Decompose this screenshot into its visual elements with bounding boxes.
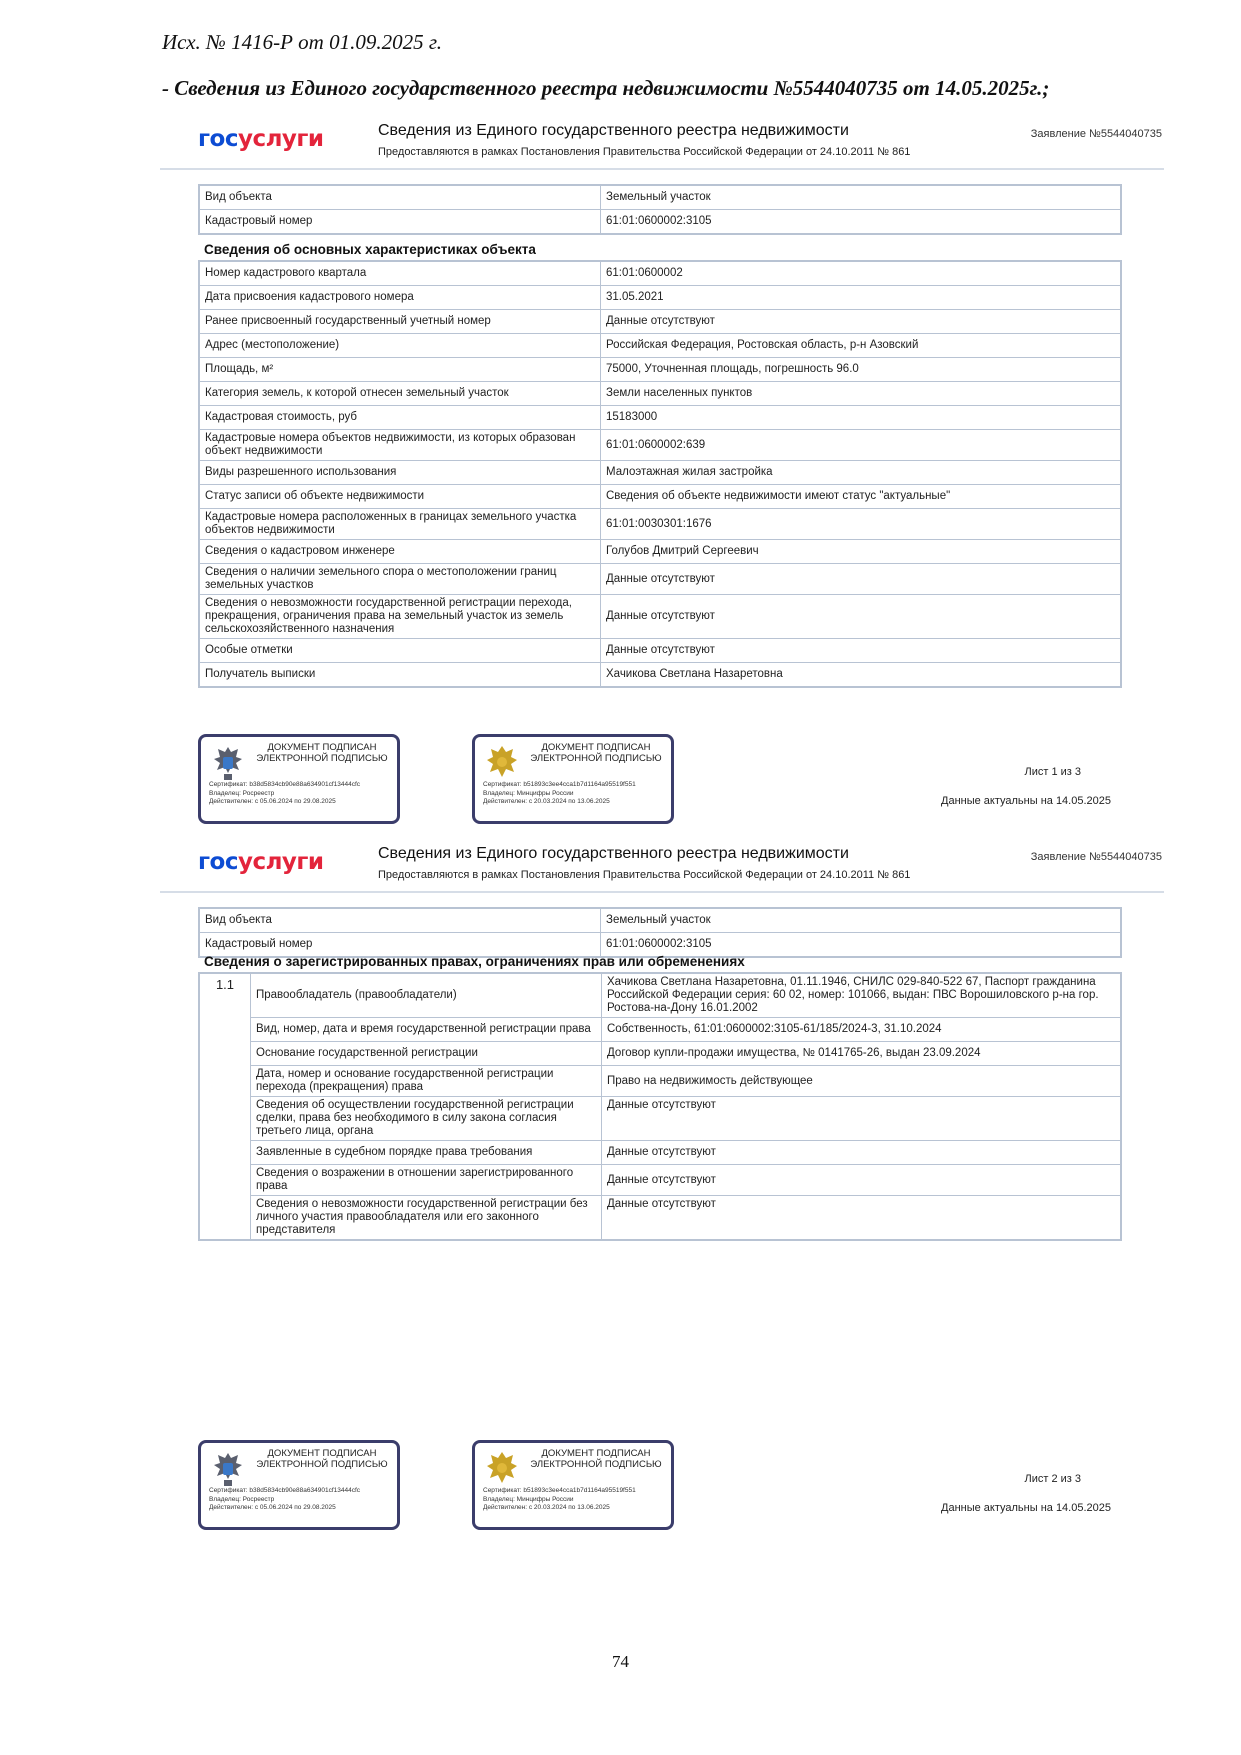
stamp-title: ДОКУМЕНТ ПОДПИСАН ЭЛЕКТРОННОЙ ПОДПИСЬЮ xyxy=(256,742,388,764)
rosreestr-emblem-icon xyxy=(211,743,245,783)
object-table xyxy=(198,907,1122,958)
characteristics-table xyxy=(198,260,1122,688)
table-row: Категория земель, к которой отнесен земельный участок Земли населенных пунктов xyxy=(199,382,1121,406)
table-row: Вид, номер, дата и время государственной регистрации права Собственность, 61:01:0600002:3105-61/185/2024-3, 31.10.2024 xyxy=(199,1018,1121,1042)
stamp-details: Сертификат: b38d5834cb90e88a634901cf13444cfc Владелец: Росреестр Действителен: с 05.06.2024 по 29.08.2025 xyxy=(209,781,361,805)
state-emblem-icon xyxy=(485,1449,519,1489)
rosreestr-emblem-icon xyxy=(211,1449,245,1489)
gosuslugi-logo: госуслуги xyxy=(198,126,324,152)
table-row: Номер кадастрового квартала 61:01:0600002 xyxy=(199,261,1121,286)
stamp-details: Сертификат: b51893c3ee4cca1b7d1164a95519f551 Владелец: Минцифры России Действителен: с 20.03.2024 по 13.06.2025 xyxy=(483,781,636,805)
application-number: Заявление №5544040735 xyxy=(1030,128,1162,140)
table-row: 1.1 Правообладатель (правообладатели) Хачикова Светлана Назаретовна, 01.11.1946, СНИЛС 029-840-522 67, Паспорт гражданина Российской Федерации серия: 60 02, номер: 101066, выдан: ПВС Ворошиловского р-на гор. Ростова-на-Дону 16.01.2002 xyxy=(199,973,1121,1018)
stamp-title: ДОКУМЕНТ ПОДПИСАН ЭЛЕКТРОННОЙ ПОДПИСЬЮ xyxy=(256,1448,388,1470)
stamp-details: Сертификат: b38d5834cb90e88a634901cf13444cfc Владелец: Росреестр Действителен: с 05.06.2024 по 29.08.2025 xyxy=(209,1487,361,1511)
table-row: Кадастровый номер 61:01:0600002:3105 xyxy=(199,933,1121,958)
application-number: Заявление №5544040735 xyxy=(1030,851,1162,863)
sheet-1 xyxy=(160,118,1162,680)
table-row: Виды разрешенного использования Малоэтажная жилая застройка xyxy=(199,461,1121,485)
sheet-header xyxy=(160,118,1160,164)
rights-table xyxy=(198,972,1122,1241)
outgoing-number: Исх. № 1416-Р от 01.09.2025 г. xyxy=(162,30,442,54)
table-row: Получатель выписки Хачикова Светлана Назаретовна xyxy=(199,663,1121,688)
table-row: Кадастровые номера объектов недвижимости, из которых образован объект недвижимости 61:01:0600002:639 xyxy=(199,430,1121,461)
header-title: Сведения из Единого государственного реестра недвижимости xyxy=(378,845,849,862)
table-row: Статус записи об объекте недвижимости Сведения об объекте недвижимости имеют статус "актуальные" xyxy=(199,485,1121,509)
table-row: Вид объекта Земельный участок xyxy=(199,908,1121,933)
sheet-2 xyxy=(160,841,1162,1236)
table-row: Сведения об осуществлении государственной регистрации сделки, права без необходимого в силу закона согласия третьего лица, органа Данные отсутствуют xyxy=(199,1097,1121,1141)
stamp-details: Сертификат: b51893c3ee4cca1b7d1164a95519f551 Владелец: Минцифры России Действителен: с 20.03.2024 по 13.06.2025 xyxy=(483,1487,636,1511)
header-title: Сведения из Единого государственного реестра недвижимости xyxy=(378,122,849,139)
sheet-1-page: Лист 1 из 3 xyxy=(1024,766,1081,778)
sheet-header xyxy=(160,841,1160,887)
state-emblem-icon xyxy=(485,743,519,783)
table-row: Заявленные в судебном порядке права требования Данные отсутствуют xyxy=(199,1141,1121,1165)
header-subtitle: Предоставляются в рамках Постановления Правительства Российской Федерации от 24.10.2011 № 861 xyxy=(378,146,911,158)
object-table xyxy=(198,184,1122,235)
table-row: Кадастровый номер 61:01:0600002:3105 xyxy=(199,210,1121,235)
rights-entry-number: 1.1 xyxy=(199,973,251,1240)
signature-stamp-rosreestr xyxy=(198,734,400,824)
document-caption: - Сведения из Единого государственного реестра недвижимости №5544040735 от 14.05.2025г.; xyxy=(162,76,1050,100)
table-row: Адрес (местоположение) Российская Федерация, Ростовская область, р-н Азовский xyxy=(199,334,1121,358)
sheet-1-actual-date: Данные актуальны на 14.05.2025 xyxy=(941,795,1111,807)
table-row: Дата, номер и основание государственной регистрации перехода (прекращения) права Право на недвижимость действующее xyxy=(199,1066,1121,1097)
signature-stamp-mintsifry xyxy=(472,1440,674,1530)
header-subtitle: Предоставляются в рамках Постановления Правительства Российской Федерации от 24.10.2011 № 861 xyxy=(378,869,911,881)
signature-stamp-mintsifry xyxy=(472,734,674,824)
sheet-2-page: Лист 2 из 3 xyxy=(1024,1473,1081,1485)
table-row: Кадастровая стоимость, руб 15183000 xyxy=(199,406,1121,430)
signature-stamp-rosreestr xyxy=(198,1440,400,1530)
table-row: Ранее присвоенный государственный учетный номер Данные отсутствуют xyxy=(199,310,1121,334)
table-row: Сведения о наличии земельного спора о местоположении границ земельных участков Данные отсутствуют xyxy=(199,564,1121,595)
rights-title: Сведения о зарегистрированных правах, ограничениях прав или обременениях xyxy=(204,954,745,969)
stamp-title: ДОКУМЕНТ ПОДПИСАН ЭЛЕКТРОННОЙ ПОДПИСЬЮ xyxy=(530,1448,662,1470)
page-number: 74 xyxy=(612,1652,629,1671)
table-row: Сведения о невозможности государственной регистрации без личного участия правообладателя или его законного представителя Данные отсутствуют xyxy=(199,1196,1121,1241)
table-row: Сведения о возражении в отношении зарегистрированного права Данные отсутствуют xyxy=(199,1165,1121,1196)
table-row: Особые отметки Данные отсутствуют xyxy=(199,639,1121,663)
gosuslugi-logo: госуслуги xyxy=(198,849,324,875)
table-row: Основание государственной регистрации Договор купли-продажи имущества, № 0141765-26, выдан 23.09.2024 xyxy=(199,1042,1121,1066)
sheet-2-actual-date: Данные актуальны на 14.05.2025 xyxy=(941,1502,1111,1514)
header-divider xyxy=(160,168,1164,170)
table-row: Кадастровые номера расположенных в границах земельного участка объектов недвижимости 61:01:0030301:1676 xyxy=(199,509,1121,540)
stamp-title: ДОКУМЕНТ ПОДПИСАН ЭЛЕКТРОННОЙ ПОДПИСЬЮ xyxy=(530,742,662,764)
table-row: Сведения о невозможности государственной регистрации перехода, прекращения, ограничения права на земельный участок из земель сельскохозяйственного назначения Данные отсутствуют xyxy=(199,595,1121,639)
table-row: Площадь, м² 75000, Уточненная площадь, погрешность 96.0 xyxy=(199,358,1121,382)
characteristics-title: Сведения об основных характеристиках объекта xyxy=(204,242,536,257)
table-row: Дата присвоения кадастрового номера 31.05.2021 xyxy=(199,286,1121,310)
table-row: Сведения о кадастровом инженере Голубов Дмитрий Сергеевич xyxy=(199,540,1121,564)
header-divider xyxy=(160,891,1164,893)
table-row: Вид объекта Земельный участок xyxy=(199,185,1121,210)
